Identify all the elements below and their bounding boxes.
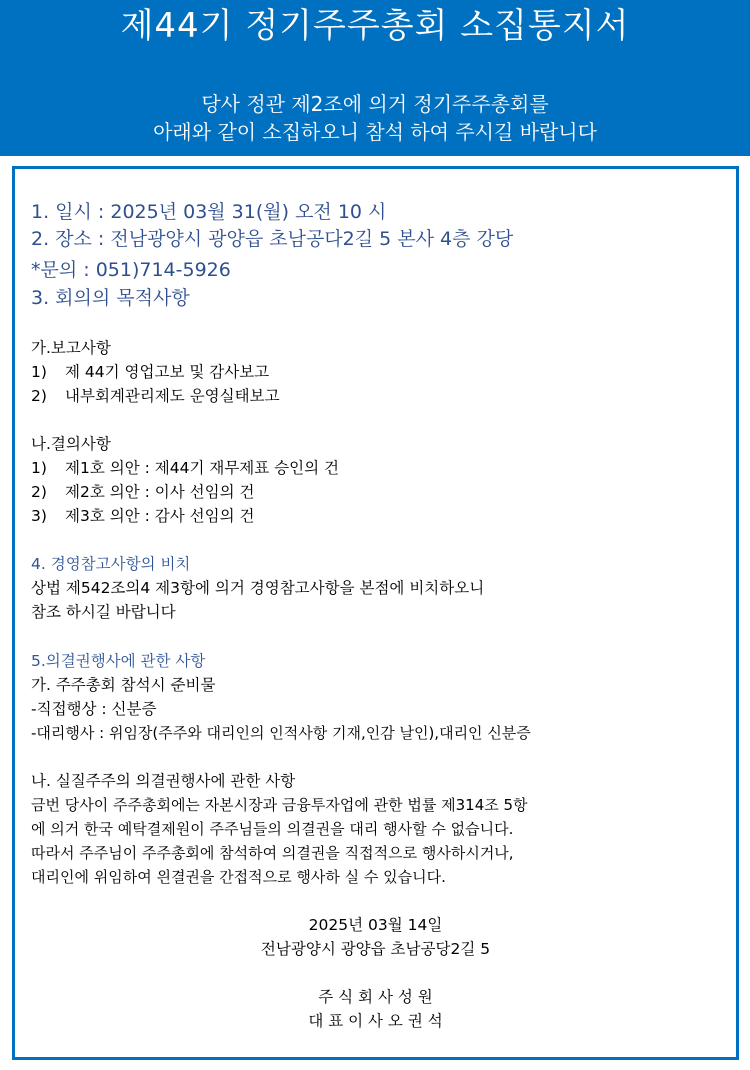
section4-heading: 4. 경영참고사항의 비치	[31, 555, 191, 573]
section4-line-2: 참조 하시길 바랍니다	[31, 603, 176, 621]
notice-body	[12, 166, 739, 1060]
section5-sub-a: 가. 주주총회 참석시 준비물	[31, 676, 216, 694]
company-address: 전남광양시 광양읍 초남공당2길 5	[260, 940, 491, 958]
header-banner	[0, 0, 750, 156]
section5-para-line: 에 의거 한국 예탁결제원이 주주님들의 의결권을 대리 행사할 수 없습니다.	[31, 820, 514, 838]
header-subtitle	[0, 90, 750, 146]
report-item-text: 내부회계관리제도 운영실태보고	[65, 387, 280, 405]
resolution-item-num: 2)	[31, 483, 47, 501]
resolution-item-text: 제3호 의안 : 감사 선임의 건	[65, 507, 255, 525]
company-name: 주 식 회 사 성 원	[318, 988, 433, 1006]
resolution-item	[31, 456, 339, 480]
page-title: 제44기 정기주주총회 소집통지서	[120, 6, 630, 46]
notice-date: 2025년 03월 14일	[308, 916, 443, 934]
proxy-attendance-item: -대리행사 : 위임장(주주와 대리인의 인적사항 기재,인감 날인),대리인 신분증	[31, 724, 531, 742]
meeting-inquiry: *문의 : 051)714-5926	[31, 259, 231, 281]
resolution-item-text: 제2호 의안 : 이사 선임의 건	[65, 483, 255, 501]
meeting-place: 2. 장소 : 전남광양시 광양읍 초남공다2길 5 본사 4층 강당	[31, 228, 514, 250]
report-item-num: 2)	[31, 387, 47, 405]
meeting-datetime: 1. 일시 : 2025년 03월 31(월) 오전 10 시	[31, 201, 387, 223]
report-heading: 가.보고사항	[31, 339, 111, 357]
resolution-heading: 나.결의사항	[31, 435, 111, 453]
ceo-name: 대 표 이 사 오 권 석	[308, 1012, 443, 1030]
section4-line-1: 상법 제542조의4 제3항에 의거 경영참고사항을 본점에 비치하오니	[31, 579, 485, 597]
report-item-text: 제 44기 영업고보 및 감사보고	[65, 363, 270, 381]
report-item	[31, 384, 280, 408]
resolution-item-num: 1)	[31, 459, 47, 477]
section5-para-line: 따라서 주주님이 주주총회에 참석하여 의결권을 직접적으로 행사하시거나,	[31, 844, 514, 862]
resolution-item	[31, 480, 254, 504]
subtitle-line-2: 아래와 같이 소집하오니 참석 하여 주시길 바랍니다	[153, 120, 597, 144]
section5-sub-b: 나. 실질주주의 의결권행사에 관한 사항	[31, 772, 296, 790]
section5-heading: 5.의결권행사에 관한 사항	[31, 652, 206, 670]
section5-para-line: 대리인에 위임하여 읜결권을 간접적으로 행사하 실 수 있습니다.	[31, 868, 446, 886]
report-item-num: 1)	[31, 363, 47, 381]
subtitle-line-1: 당사 정관 제2조에 의거 정기주주총회를	[201, 92, 549, 116]
report-item	[31, 360, 269, 384]
section5-para-line: 금번 당사이 주주총회에는 자본시장과 금융투자업에 관한 법률 제314조 5항	[31, 796, 528, 814]
direct-attendance-item: -직접행상 : 신분증	[31, 700, 157, 718]
purpose-heading: 3. 회의의 목적사항	[31, 287, 190, 309]
resolution-item	[31, 504, 254, 528]
resolution-item-num: 3)	[31, 507, 47, 525]
resolution-item-text: 제1호 의안 : 제44기 재무제표 승인의 건	[65, 459, 339, 477]
